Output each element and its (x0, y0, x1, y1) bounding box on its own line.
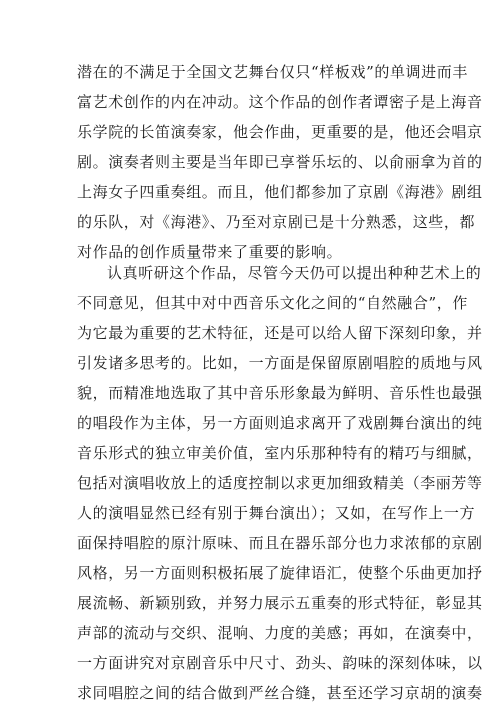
text-line: 的乐队，对《海港》、乃至对京剧已是十分熟悉，这些，都 (77, 213, 476, 231)
text-line: 展流畅、新颖别致，并努力展示五重奏的形式特征，彰显其 (77, 594, 483, 612)
text-line: 为它最为重要的艺术特征，还是可以给人留下深刻印象，并 (77, 324, 483, 342)
text-line: 剧。演奏者则主要是当年即已享誉乐坛的、以俞丽拿为首的 (77, 153, 483, 171)
text-line: 面保持唱腔的原汁原味、而且在器乐部分也力求浓郁的京剧 (77, 534, 483, 552)
text-line: 引发诸多思考的。比如，一方面是保留原剧唱腔的质地与风 (77, 354, 483, 372)
paragraph-1 (77, 57, 483, 267)
text-line: 音乐形式的独立审美价值，室内乐那种特有的精巧与细腻， (77, 444, 483, 462)
text-line: 的唱段作为主体，另一方面则追求离开了戏剧舞台演出的纯 (77, 414, 483, 432)
text-line: 潜在的不满足于全国文艺舞台仅只“样板戏”的单调进而丰 (77, 63, 468, 81)
text-line: 富艺术创作的内在冲动。这个作品的创作者谭密子是上海音 (77, 93, 483, 111)
text-line: 貌，而精准地选取了其中音乐形象最为鲜明、音乐性也最强 (77, 384, 483, 402)
text-line: 声部的流动与交织、混响、力度的美感；再如，在演奏中， (77, 624, 483, 642)
text-line: 包括对演唱收放上的适度控制以求更加细致精美（李丽芳等 (77, 474, 483, 492)
text-line: 一方面讲究对京剧音乐中尺寸、劲头、韵味的深刻体味，以 (77, 654, 483, 672)
text-line: 乐学院的长笛演奏家，他会作曲，更重要的是，他还会唱京 (77, 123, 483, 141)
text-line: 风格，另一方面则积极拓展了旋律语汇，使整个乐曲更加抒 (77, 564, 483, 582)
paragraph-2 (77, 258, 483, 708)
text-line: 对作品的创作质量带来了重要的影响。 (77, 243, 343, 261)
text-line: 求同唱腔之间的结合做到严丝合缝，甚至还学习京胡的演奏 (77, 684, 483, 702)
text-line: 人的演唱显然已经有别于舞台演出）；又如，在写作上一方 (77, 504, 476, 522)
text-line: 认真听研这个作品，尽管今天仍可以提出种种艺术上的 (107, 264, 482, 282)
text-line: 上海女子四重奏组。而且，他们都参加了京剧《海港》剧组 (77, 183, 483, 201)
text-line: 不同意见，但其中对中西音乐文化之间的“自然融合”，作 (77, 294, 468, 312)
